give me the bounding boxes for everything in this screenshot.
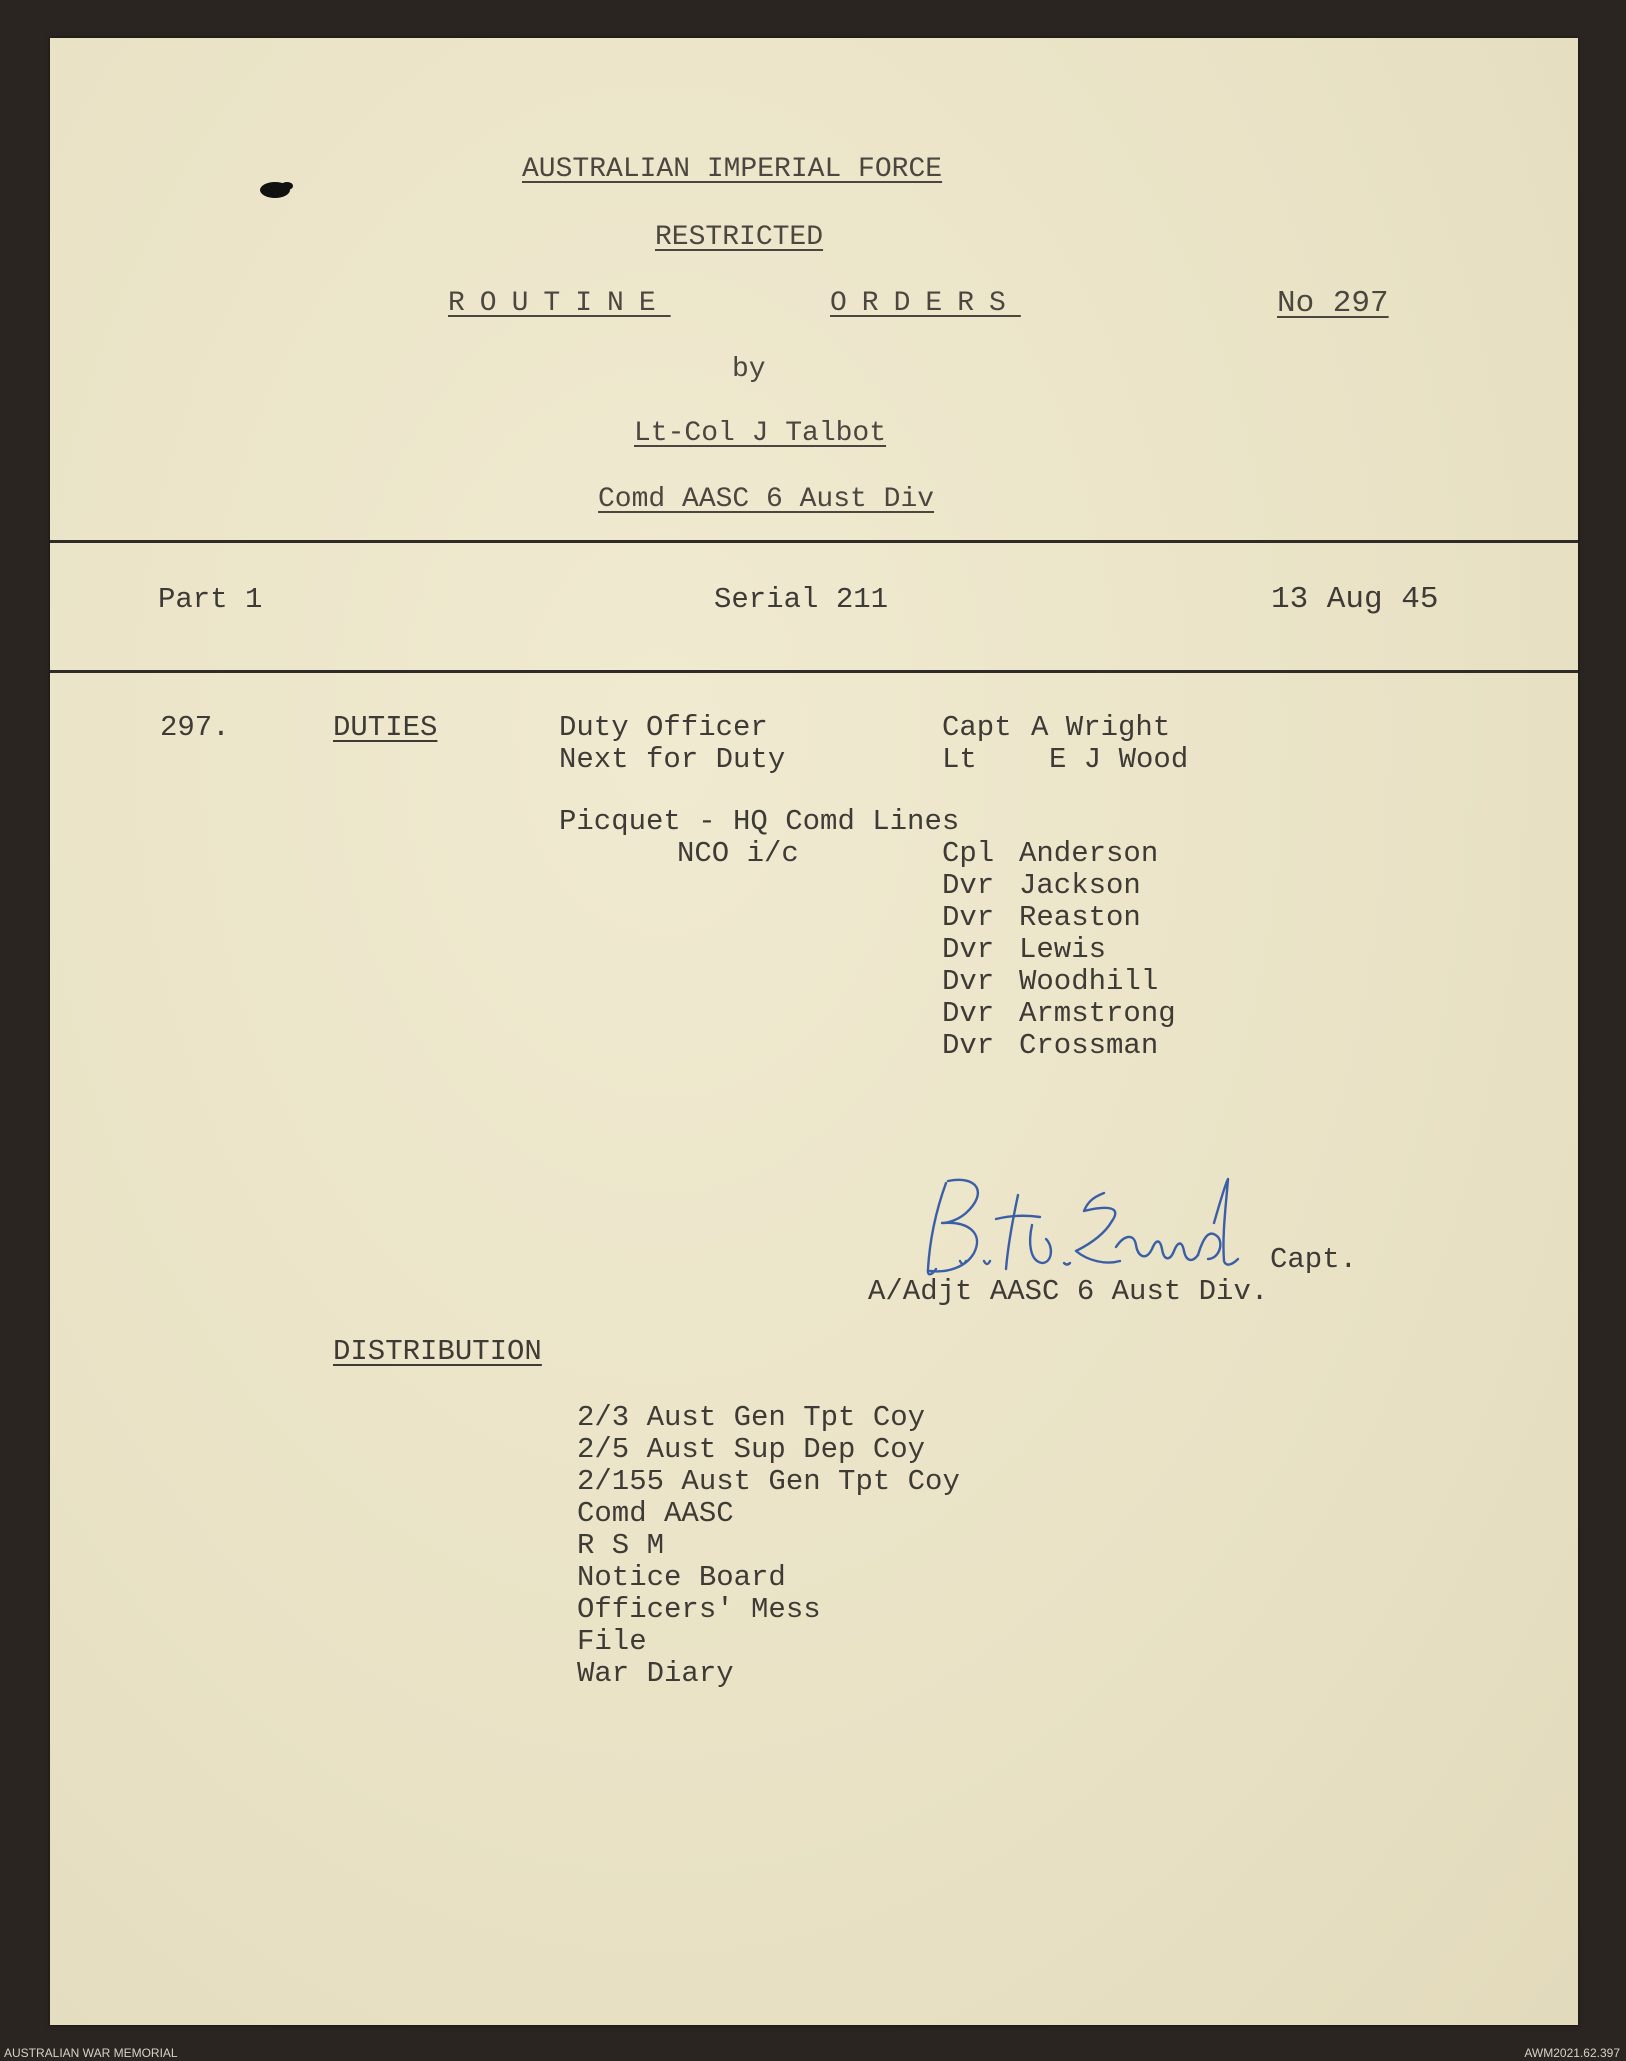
picquet-rank: Dvr (942, 1029, 995, 1062)
distribution-item: War Diary (577, 1657, 734, 1690)
picquet-rank: Dvr (942, 901, 995, 934)
picquet-rank: Dvr (942, 965, 995, 998)
picquet-name: Crossman (1019, 1029, 1159, 1062)
duty-name: A Wright (1031, 711, 1171, 744)
serial-label: Serial 211 (714, 583, 889, 616)
duty-role: Next for Duty (559, 743, 786, 776)
by-line: by (732, 354, 766, 385)
organisation-heading: AUSTRALIAN IMPERIAL FORCE (522, 154, 943, 185)
picquet-title: Picquet - HQ Comd Lines (559, 805, 960, 838)
duty-name: E J Wood (1049, 743, 1189, 776)
picquet-name: Armstrong (1019, 997, 1176, 1030)
commander-name: Lt-Col J Talbot (634, 418, 887, 449)
title-word-orders: ORDERS (830, 288, 1021, 319)
distribution-item: 2/5 Aust Sup Dep Coy (577, 1433, 926, 1466)
duty-rank: Lt (942, 743, 977, 776)
picquet-name: Reaston (1019, 901, 1141, 934)
top-rule (50, 540, 1578, 543)
signature-appointment: A/Adjt AASC 6 Aust Div. (868, 1275, 1269, 1308)
archive-reference: AWM2021.62.397 (1524, 2046, 1620, 2060)
distribution-item: R S M (577, 1529, 665, 1562)
bottom-rule (50, 670, 1578, 673)
distribution-item: 2/3 Aust Gen Tpt Coy (577, 1401, 926, 1434)
duty-role: Duty Officer (559, 711, 768, 744)
picquet-name: Anderson (1019, 837, 1159, 870)
order-item-number: 297. (160, 711, 230, 744)
signature-rank: Capt. (1270, 1243, 1358, 1276)
picquet-name: Jackson (1019, 869, 1141, 902)
order-date: 13 Aug 45 (1271, 582, 1439, 617)
distribution-item: 2/155 Aust Gen Tpt Coy (577, 1465, 960, 1498)
classification-heading: RESTRICTED (655, 222, 824, 253)
command-title: Comd AASC 6 Aust Div (598, 484, 935, 515)
title-word-routine: ROUTINE (448, 288, 671, 319)
order-number: No 297 (1277, 286, 1389, 321)
nco-label: NCO i/c (677, 837, 799, 870)
duty-rank: Capt (942, 711, 1012, 744)
picquet-rank: Dvr (942, 933, 995, 966)
archive-credit: AUSTRALIAN WAR MEMORIAL (4, 2046, 178, 2060)
part-label: Part 1 (158, 583, 263, 616)
picquet-name: Woodhill (1019, 965, 1159, 998)
distribution-item: Notice Board (577, 1561, 786, 1594)
document-page (50, 38, 1578, 2025)
picquet-name: Lewis (1019, 933, 1107, 966)
distribution-item: File (577, 1625, 647, 1658)
picquet-rank: Dvr (942, 997, 995, 1030)
picquet-rank: Cpl (942, 837, 995, 870)
distribution-item: Officers' Mess (577, 1593, 821, 1626)
picquet-rank: Dvr (942, 869, 995, 902)
distribution-item: Comd AASC (577, 1497, 734, 1530)
distribution-heading: DISTRIBUTION (333, 1335, 542, 1368)
duties-heading: DUTIES (333, 711, 438, 744)
